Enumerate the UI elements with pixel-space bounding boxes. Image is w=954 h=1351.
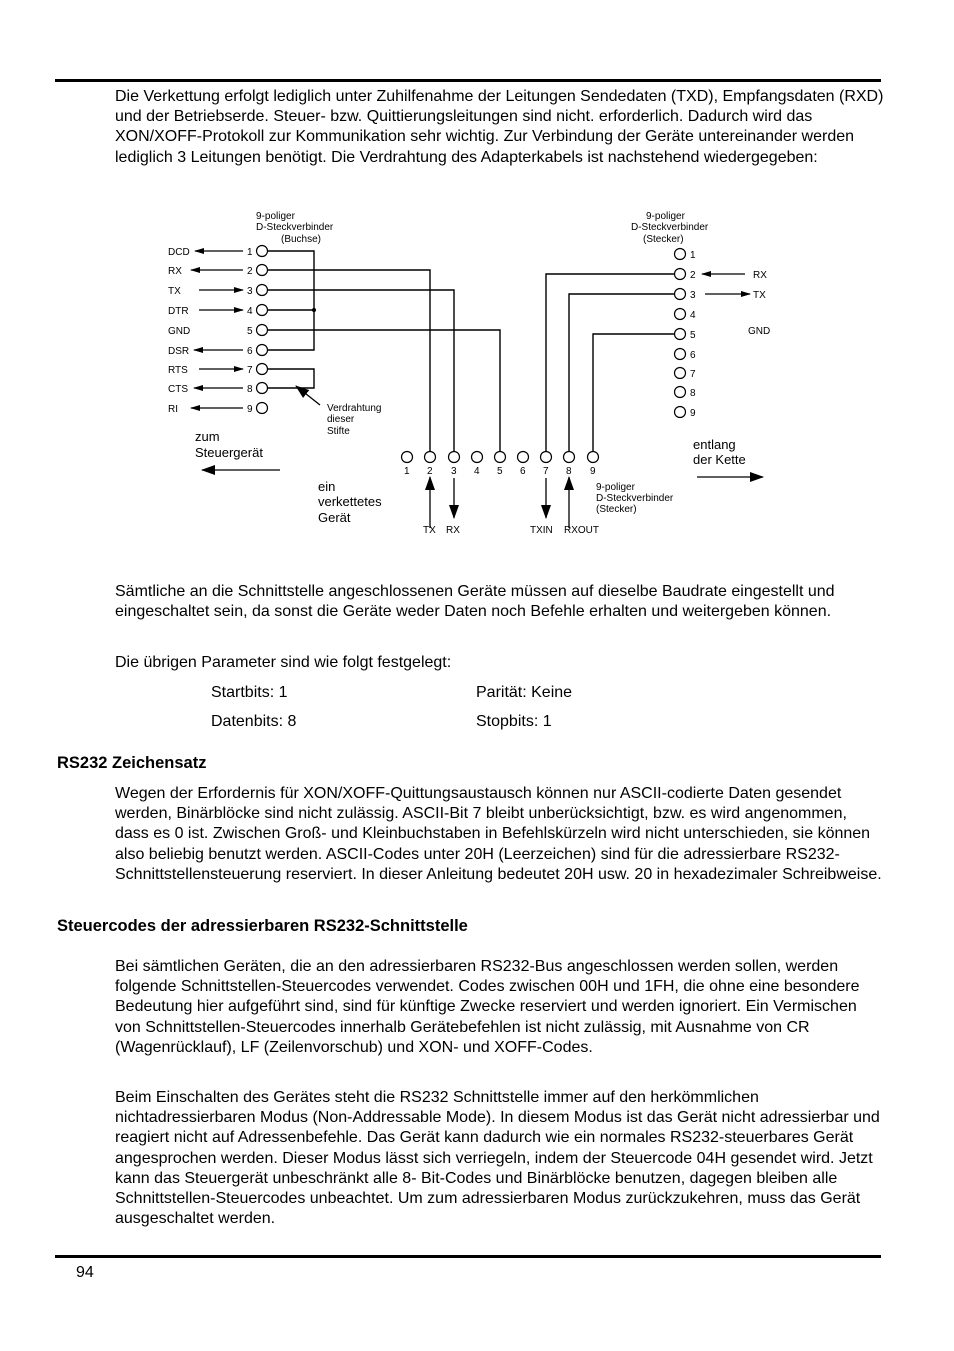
startbits: Startbits: 1: [211, 684, 288, 701]
right-pin-number: 5: [690, 330, 696, 341]
bottom-pin: [425, 452, 436, 463]
bottom-pin: [588, 452, 599, 463]
bottom-rule: [55, 1255, 881, 1258]
left-pin: [257, 325, 268, 336]
right-pin: [675, 349, 686, 360]
right-pin: [675, 249, 686, 260]
charset-paragraph: Wegen der Erfordernis für XON/XOFF-Quittungsaustausch können nur ASCII-codierte Daten gesendet werden, Binärblöcke sind nicht zulässig. ASCII-Bit 7 bleibt unberücksichtigt, bzw. es wird angenommen, dass es 0 ist. Zwischen Groß- und Kleinbuchstaben in Befehlskürzeln wird nicht unterschieden, sie können also beliebig benutzt werden. ASCII-Codes unter 20H (Leerzeichen) sind für die adressierbare RS232-Schnittstellensteuerung reserviert. In dieser Anleitung bedeutet 20H usw. 20 in hexadezimaler Schreibweise.: [115, 785, 882, 883]
codes-paragraph-1: Bei sämtlichen Geräten, die an den adressierbaren RS232-Bus angeschlossen werden sollen, werden folgende Schnittstellen-Steuercodes verwendet. Codes zwischen 00H und 1FH, die ohne eine besondere Bedeutung hier aufgeführt sind, sind für künftige Zwecke reserviert und werden ignoriert. Ein Vermischen von Schnittstellen-Steuercodes innerhalb Gerätebefehlen ist nicht zulässig, mit Ausnahme von CR (Wagenrücklauf), LF (Zeilenvorschub) und XON- und XOFF-Codes.: [115, 958, 860, 1056]
left-signal-label: GND: [168, 326, 191, 337]
left-signal-arrows: [191, 251, 243, 408]
bottom-connector: [402, 452, 599, 478]
to-controller-label: Steuergerät: [195, 445, 263, 460]
right-gnd-label: GND: [748, 326, 771, 337]
bottom-pin-number: 1: [404, 466, 410, 477]
left-pin: [257, 364, 268, 375]
bottom-pin: [472, 452, 483, 463]
bottom-pin: [449, 452, 460, 463]
baud-paragraph: Sämtliche an die Schnittstelle angeschlossenen Geräte müssen auf dieselbe Baudrate eingestellt und eingeschaltet sein, da sonst die Geräte weder Daten noch Befehle erhalten und weitergeben können.: [115, 583, 835, 621]
bottom-header-line: D-Steckverbinder: [596, 493, 674, 504]
bottom-pin-number: 4: [474, 466, 480, 477]
right-pin-number: 1: [690, 250, 696, 261]
left-connector: [168, 246, 268, 416]
left-pin-number: 7: [247, 365, 253, 376]
page-number: 94: [76, 1264, 94, 1281]
left-pin: [257, 305, 268, 316]
along-chain-label: der Kette: [693, 452, 746, 467]
bottom-rxout-label: RXOUT: [564, 525, 599, 536]
left-pin: [257, 345, 268, 356]
left-pin-number: 2: [247, 266, 253, 277]
bottom-pin-number: 3: [451, 466, 457, 477]
bottom-pin-number: 6: [520, 466, 526, 477]
stopbits: Stopbits: 1: [476, 713, 552, 730]
left-header-line: 9-poliger: [256, 211, 295, 222]
to-controller-label: zum: [195, 429, 220, 444]
bottom-pin: [541, 452, 552, 463]
left-pin-number: 6: [247, 346, 253, 357]
left-signal-label: DTR: [168, 306, 189, 317]
bottom-tx-label: TX: [423, 525, 436, 536]
bottom-pin: [518, 452, 529, 463]
bottom-pin-number: 5: [497, 466, 503, 477]
chained-device-label: ein: [318, 479, 336, 494]
left-signal-label: DSR: [168, 346, 190, 357]
right-connector: [675, 249, 697, 420]
along-chain-label: entlang: [693, 437, 736, 452]
heading-control-codes: Steuercodes der adressierbaren RS232-Schnittstelle: [57, 917, 468, 935]
right-pin-number: 3: [690, 290, 696, 301]
left-pin: [257, 246, 268, 257]
bottom-header-line: 9-poliger: [596, 482, 635, 493]
left-pin: [257, 265, 268, 276]
right-pin-number: 8: [690, 388, 696, 399]
right-pin: [675, 309, 686, 320]
paritaet: Parität: Keine: [476, 684, 573, 701]
wiring-diagram: [0, 0, 954, 560]
left-pin-number: 9: [247, 404, 253, 415]
right-pin-number: 4: [690, 310, 696, 321]
left-pin-number: 5: [247, 326, 253, 337]
right-pin-number: 2: [690, 270, 696, 281]
bottom-header-line: (Stecker): [596, 504, 637, 515]
wiring-note-line: Verdrahtung: [327, 403, 382, 414]
intro-paragraph: Die Verkettung erfolgt lediglich unter Zuhilfenahme der Leitungen Sendedaten (TXD), Empfangsdaten (RXD) und der Betriebserde. Steuer- bzw. Quittierungsleitungen sind nicht. erforderlich. Dadurch wird das XON/XOFF-Protokoll zur Kommunikation sehr wichtig. Zur Verbindung der Geräte untereinander werden lediglich 3 Leitungen benötigt. Die Verdrahtung des Adapterkabels ist nachstehend wiedergegeben:: [115, 88, 884, 166]
right-header-line: D-Steckverbinder: [631, 222, 709, 233]
left-pin-number: 3: [247, 286, 253, 297]
left-header-line: D-Steckverbinder: [256, 222, 334, 233]
right-tx-label: TX: [753, 290, 766, 301]
left-header-line: (Buchse): [281, 234, 322, 245]
right-pin: [675, 269, 686, 280]
left-signal-label: RX: [168, 266, 182, 277]
bottom-pin-number: 2: [427, 466, 433, 477]
bottom-txin-label: TXIN: [530, 525, 553, 536]
right-pin-number: 6: [690, 350, 696, 361]
chained-device-label: Gerät: [318, 510, 351, 525]
codes-paragraph-2: Beim Einschalten des Gerätes steht die RS232 Schnittstelle immer auf den herkömmlichen nichtadressierbaren Modus (Non-Addressable Mode). In diesem Modus ist das Gerät nicht adressierbar und reagiert nicht auf Adressenbefehle. Das Gerät kann dadurch wie ein normales RS232-steuerbares Gerät angesprochen werden. Dieser Modus lässt sich verriegeln, indem der Steuercode 04H gesendet wird. Jetzt kann das Steuergerät unbeschränkt alle 8- Bit-Codes und Binärblöcke benutzen, dagegen bleiben alle Schnittstellen-Steuercodes unbeachtet. Um zum adressierbaren Modus zurückzukehren, muss das Gerät ausgeschaltet werden.: [115, 1089, 880, 1228]
datenbits: Datenbits: 8: [211, 713, 297, 730]
left-pin-number: 1: [247, 247, 253, 258]
left-signal-label: TX: [168, 286, 181, 297]
right-pin: [675, 368, 686, 379]
right-pin-number: 7: [690, 369, 696, 380]
bottom-pin-number: 7: [543, 466, 549, 477]
right-pin: [675, 289, 686, 300]
left-pin: [257, 383, 268, 394]
bottom-pin-number: 8: [566, 466, 572, 477]
left-pin-number: 8: [247, 384, 253, 395]
wiring-note-line: dieser: [327, 414, 355, 425]
right-header-line: (Stecker): [643, 234, 684, 245]
right-rx-label: RX: [753, 270, 767, 281]
right-pin: [675, 387, 686, 398]
right-header-line: 9-poliger: [646, 211, 685, 222]
left-signal-label: RI: [168, 404, 178, 415]
bottom-pin-number: 9: [590, 466, 596, 477]
left-pin: [257, 403, 268, 414]
right-pin: [675, 329, 686, 340]
bottom-pin: [564, 452, 575, 463]
left-pin: [257, 285, 268, 296]
heading-charset: RS232 Zeichensatz: [57, 754, 207, 772]
left-signal-label: CTS: [168, 384, 188, 395]
left-signal-label: DCD: [168, 247, 190, 258]
right-pin-number: 9: [690, 408, 696, 419]
wiring-note-line: Stifte: [327, 426, 350, 437]
right-pin: [675, 407, 686, 418]
left-signal-label: RTS: [168, 365, 188, 376]
bottom-pin: [402, 452, 413, 463]
chained-device-label: verkettetes: [318, 494, 382, 509]
bottom-pin: [495, 452, 506, 463]
bottom-rx-label: RX: [446, 525, 460, 536]
params-paragraph: Die übrigen Parameter sind wie folgt festgelegt:: [115, 654, 452, 671]
left-pin-number: 4: [247, 306, 253, 317]
